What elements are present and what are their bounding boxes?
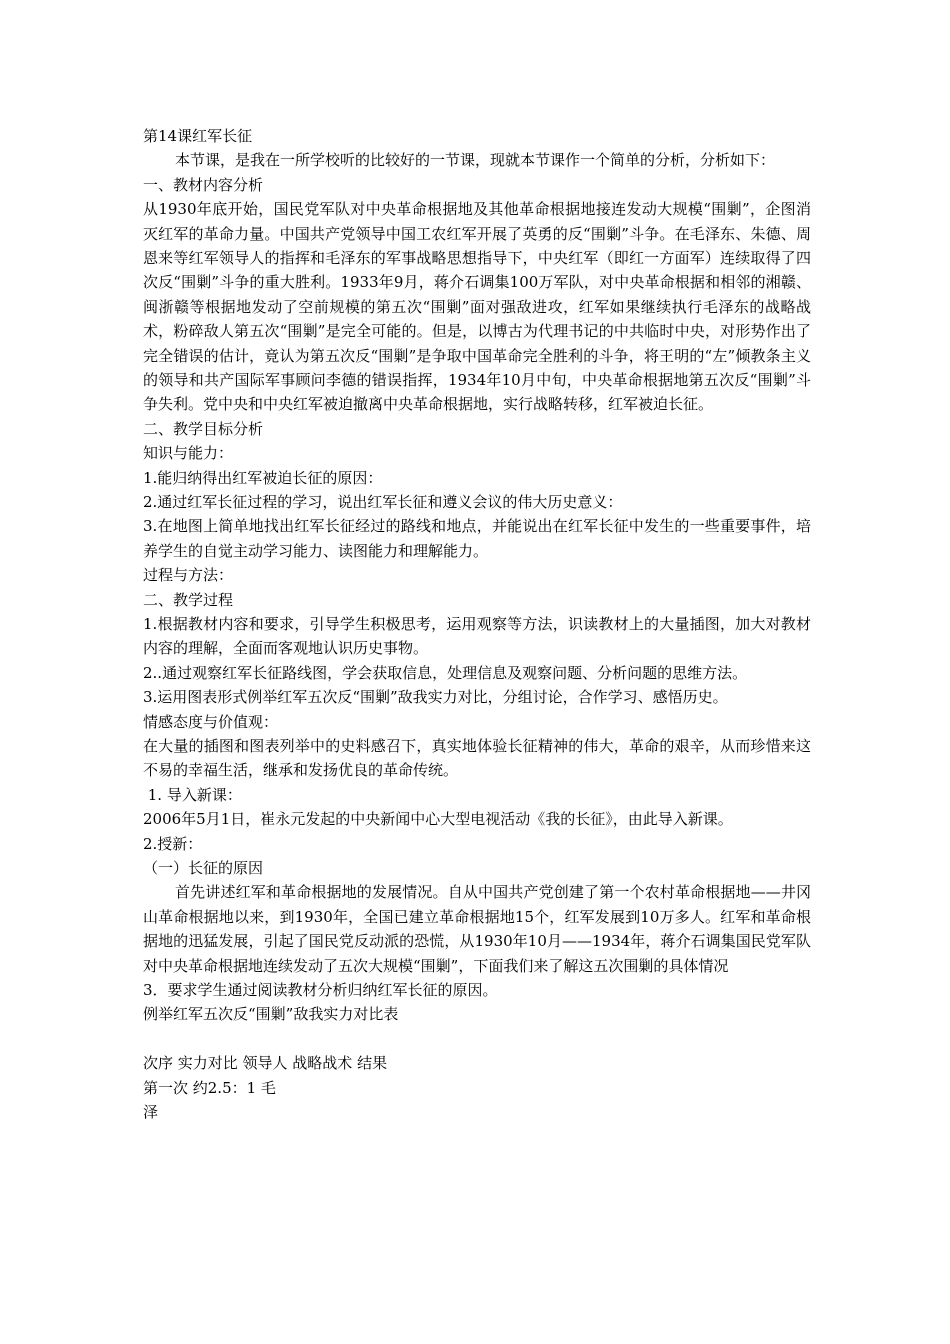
process-item-3: 3.运用图表形式例举红军五次反“围剿”敌我实力对比，分组讨论，合作学习、感悟历史。 xyxy=(143,688,728,707)
process-item-2: 2..通过观察红军长征路线图，学会获取信息，处理信息及观察问题、分析问题的思维方法。 xyxy=(143,663,748,682)
step-1-body: 2006年5月1日，崔永元发起的中央新闻中心大型电视活动《我的长征》，由此导入新课。 xyxy=(143,810,733,829)
section-heading-teaching-process: 二、教学过程 xyxy=(143,590,234,609)
document-page xyxy=(143,124,811,1124)
subsection-heading-reasons: （一）长征的原因 xyxy=(143,858,264,877)
intro-paragraph: 本节课，是我在一所学校听的比较好的一节课，现就本节课作一个简单的分析，分析如下： xyxy=(175,151,776,170)
knowledge-item-2: 2.通过红军长征过程的学习，说出红军长征和遵义会议的伟大历史意义： xyxy=(143,493,623,512)
emotion-heading: 情感态度与价值观： xyxy=(143,712,279,731)
blank-line xyxy=(143,1027,811,1051)
table-row-1: 第一次 约2.5：1 毛 xyxy=(143,1078,276,1097)
section-heading-goal-analysis: 二、教学目标分析 xyxy=(143,419,264,438)
content-analysis-paragraph: 从1930年底开始，国民党军队对中央革命根据地及其他革命根据地接连发动大规模“围剿”，企图消灭红军的革命力量。中国共产党领导中国工农红军开展了英勇的反“围剿”斗争。在毛泽东、朱德、周恩来等红军领导人的指挥和毛泽东的军事战略思想指导下，中央红军（即红一方面军）连续取得了四次反“围剿”斗争的重大胜利。1933年9月，蒋介石调集100万军队，对中央革命根据和相邻的湘赣、闽浙赣等根据地发动了空前规模的第五次“围剿”面对强敌进攻，红军如果继续执行毛泽东的战略战术，粉碎敌人第五次“围剿”是完全可能的。但是，以博古为代理书记的中共临时中央，对形势作出了完全错误的估计，竟认为第五次反“围剿”是争取中国革命完全胜利的斗争，将王明的“左”倾教条主义的领导和共产国际军事顾问李德的错误指挥，1934年10月中旬，中央革命根据地第五次反“围剿”斗争失利。党中央和中央红军被迫撤离中央革命根据地，实行战略转移，红军被迫长征。 xyxy=(143,200,811,414)
step-1-heading: 1. 导入新课： xyxy=(143,785,242,804)
lesson-title: 第14课红军长征 xyxy=(143,127,253,145)
process-method-heading: 过程与方法： xyxy=(143,566,234,585)
table-caption: 例举红军五次反“围剿”敌我实力对比表 xyxy=(143,1005,399,1024)
knowledge-heading: 知识与能力： xyxy=(143,444,234,463)
reasons-paragraph: 首先讲述红军和革命根据地的发展情况。自从中国共产党创建了第一个农村革命根据地——井冈山革命根据地以来，到1930年，全国已建立革命根据地15个，红军发展到10万多人。红军和革命根据地的迅猛发展，引起了国民党反动派的恐慌，从1930年10月——1934年，蒋介石调集国民党军队对中央革命根据地连续发动了五次大规模“围剿”，下面我们来了解这五次围剿的具体情况 xyxy=(143,883,811,975)
step-2-heading: 2.授新： xyxy=(143,834,203,853)
emotion-paragraph: 在大量的插图和图表列举中的史料感召下，真实地体验长征精神的伟大，革命的艰辛，从而珍惜来这不易的幸福生活，继承和发扬优良的革命传统。 xyxy=(143,736,811,780)
table-row-1-continued: 泽 xyxy=(143,1102,159,1121)
step-3: 3．要求学生通过阅读教材分析归纳红军长征的原因。 xyxy=(143,980,498,999)
knowledge-item-3: 3.在地图上简单地找出红军长征经过的路线和地点，并能说出在红军长征中发生的一些重要事件，培养学生的自觉主动学习能力、读图能力和理解能力。 xyxy=(143,517,811,560)
table-header-row: 次序 实力对比 领导人 战略战术 结果 xyxy=(143,1054,388,1073)
process-item-1: 1.根据教材内容和要求，引导学生积极思考，运用观察等方法，识读教材上的大量插图，加大对教材内容的理解，全面而客观地认识历史事物。 xyxy=(143,615,811,658)
knowledge-item-1: 1.能归纳得出红军被迫长征的原因： xyxy=(143,468,383,487)
section-heading-content-analysis: 一、教材内容分析 xyxy=(143,175,264,194)
